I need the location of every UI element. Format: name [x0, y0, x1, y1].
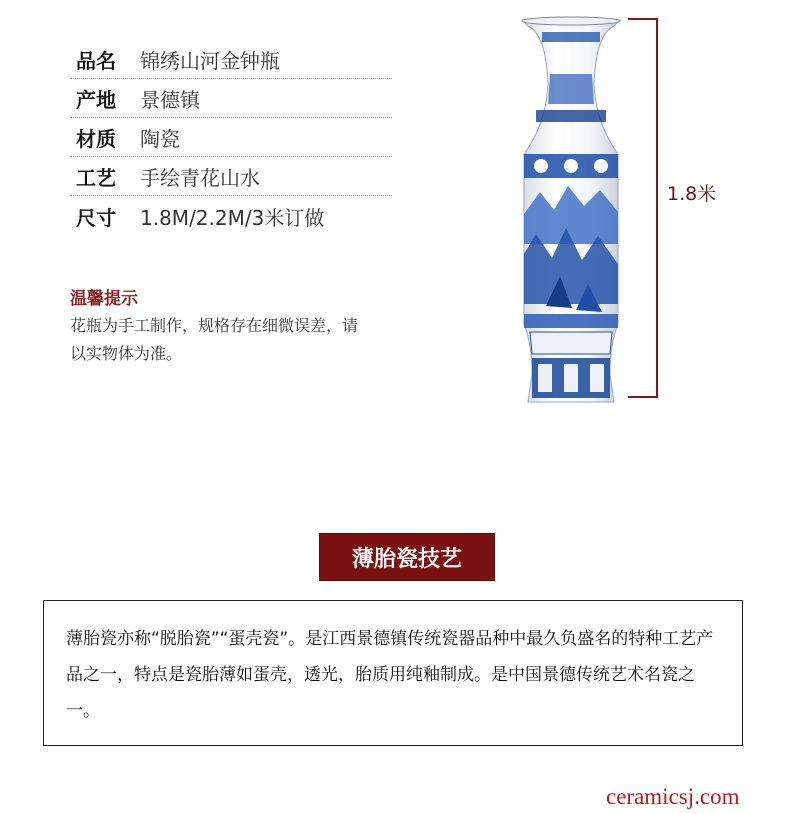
spec-key: 品名 — [76, 49, 116, 73]
spec-key: 产地 — [76, 88, 116, 112]
watermark: ceramicsj.com — [606, 784, 740, 809]
spec-key: 材质 — [76, 127, 116, 151]
spec-key: 工艺 — [76, 166, 116, 190]
spec-row-origin — [70, 79, 392, 118]
tip-title: 温馨提示 — [70, 289, 138, 309]
vase-image — [506, 14, 636, 410]
measure-tick-top — [628, 18, 658, 20]
spec-value: 手绘青花山水 — [140, 166, 260, 190]
spec-key: 尺寸 — [76, 205, 116, 230]
height-measure-line — [656, 18, 658, 398]
tip-text: 花瓶为手工制作，规格存在细微误差，请以实物体为准。 — [70, 316, 359, 363]
height-label: 1.8米 — [667, 177, 716, 208]
spec-value: 陶瓷 — [140, 127, 180, 151]
spec-row-craft — [70, 157, 392, 196]
spec-table — [70, 40, 392, 235]
spec-value: 景德镇 — [140, 88, 200, 112]
spec-value: 1.8M/2.2M/3米订做 — [140, 205, 325, 230]
spec-row-material — [70, 118, 392, 157]
section-title-badge: 薄胎瓷技艺 — [320, 534, 494, 580]
measure-tick-bottom — [628, 396, 658, 398]
spec-row-size — [70, 196, 392, 235]
spec-value: 锦绣山河金钟瓶 — [140, 49, 280, 73]
spec-row-name — [70, 40, 392, 79]
section-description: 薄胎瓷亦称“脱胎瓷”“蛋壳瓷”。是江西景德镇传统瓷器品种中最久负盛名的特种工艺产品之一，特点是瓷胎薄如蛋壳，透光，胎质用纯釉制成。是中国景德传统艺术名瓷之一。 — [43, 600, 743, 746]
